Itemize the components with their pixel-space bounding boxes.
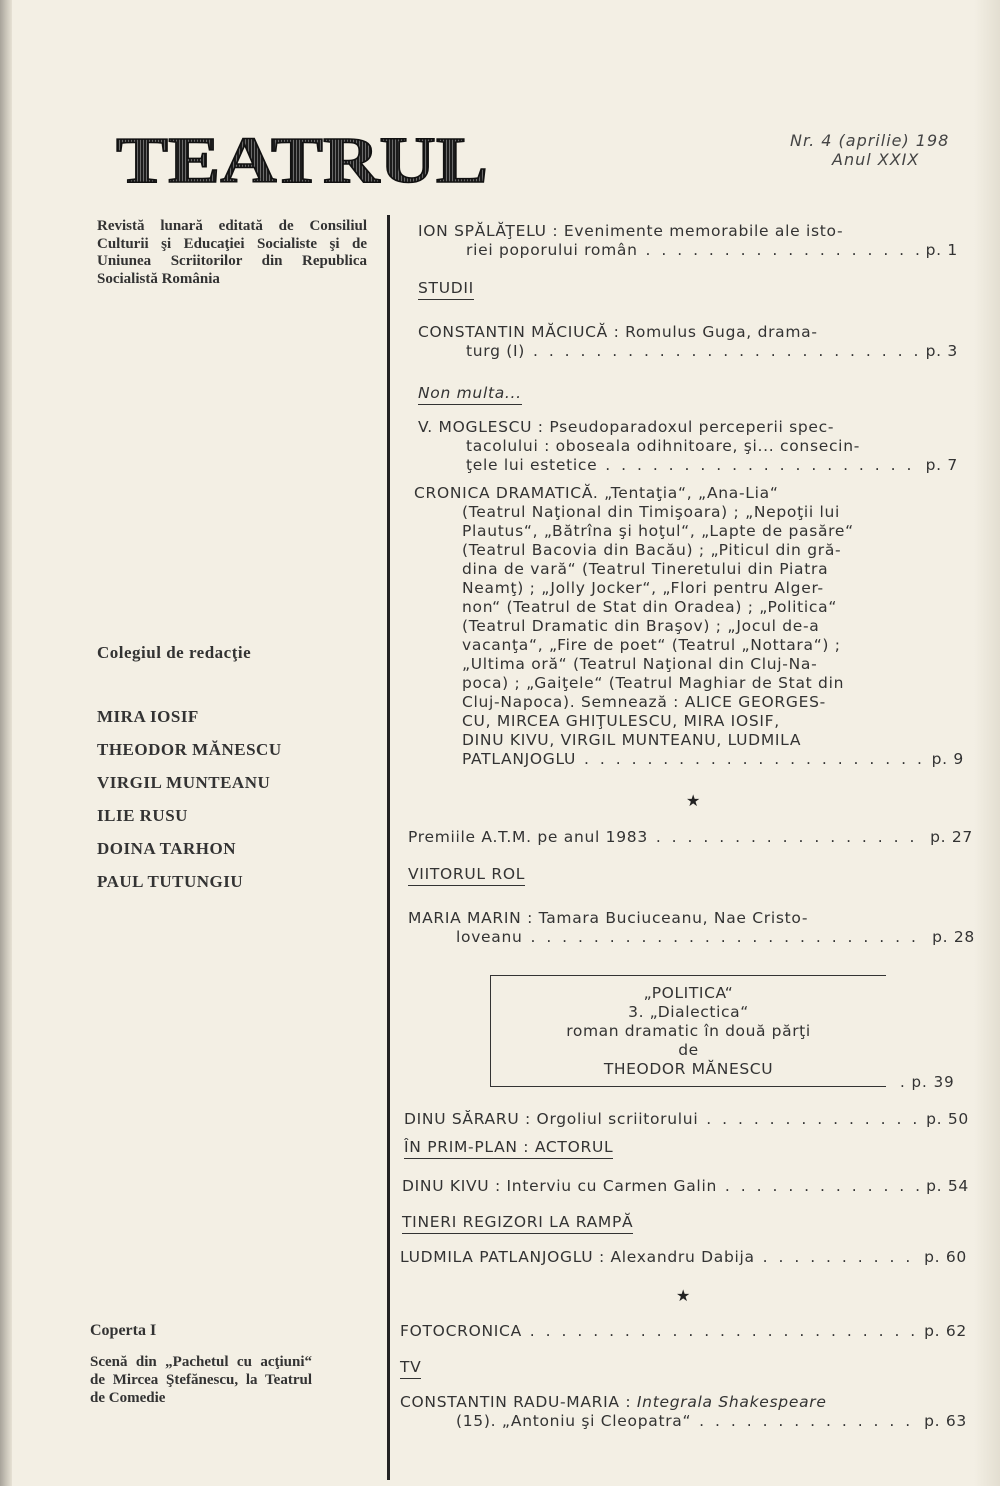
featured-play-part: 3. „Dialectica“ [628,1003,749,1021]
featured-play-title: „POLITICA“ [643,984,734,1002]
toc-entry-text: CRONICA DRAMATICĂ. „Tentaţia“, „Ana-Lia“ [414,484,779,502]
toc-page-number: p. 7 [925,456,958,474]
page-binding-edge [0,0,12,1486]
column-divider [387,215,390,1480]
editorial-board-list [97,700,367,898]
toc-page-number: p. 63 [924,1412,967,1430]
toc-entry-text: DINU KIVU, VIRGIL MUNTEANU, LUDMILA [462,731,802,749]
editorial-board-title: Colegiul de redacţie [97,643,252,662]
board-member: DOINA TARHON [97,839,237,858]
toc-entry-text: Premiile A.T.M. pe anul 1983 . . . [408,828,924,847]
publisher-description: Revistă lunară editată de Consiliul Culturii şi Educaţiei Socialiste şi de Uniunea Scriitorilor din Republica Socialistă România [97,218,367,287]
toc-page-number: . p. 39 [900,1073,955,1091]
toc-entry [402,1177,969,1196]
toc-entry-text: ţele lui estetice . . . [466,456,920,475]
toc-entry-text: vacanţa“, „Fire de poet“ (Teatrul „Nottara“) ; [462,636,841,654]
svg-text:TEATRUL: TEATRUL [116,130,488,190]
toc-page-number: p. 3 [925,342,958,360]
toc-section-heading: ÎN PRIM-PLAN : ACTORUL [404,1138,613,1159]
toc-entry-text: FOTOCRONICA . . . [400,1322,918,1341]
toc-entry [400,1393,967,1431]
toc-page-number: p. 60 [924,1248,967,1266]
featured-play-description: roman dramatic în două părţi [566,1022,811,1040]
issue-number: Nr. 4 (aprilie) 198 [790,131,950,150]
toc-entry-text: Plautus“, „Bătrîna şi hoţul“, „Lapte de pasăre“ [462,522,854,540]
toc-entry-text: „Ultima oră“ (Teatrul Naţional din Cluj-Na- [462,655,818,673]
toc-entry-text: turg (I) . . . [466,342,920,361]
board-member: ILIE RUSU [97,806,188,825]
toc-section-heading: TINERI REGIZORI LA RAMPĂ [402,1213,633,1234]
toc-page-number: p. 54 [926,1177,969,1195]
toc-entry [414,484,964,769]
toc-entry-text: CU, MIRCEA GHIŢULESCU, MIRA IOSIF, [462,712,780,730]
toc-section-heading: Non multa... [418,384,522,405]
toc-entry [418,222,958,260]
toc-entry-text: PATLANJOGLU . . . [462,750,926,769]
toc-page-number: p. 62 [924,1322,967,1340]
toc-page-number: p. 50 [926,1110,969,1128]
toc-page-number: p. 28 [932,928,975,946]
toc-entry-text: non“ (Teatrul de Stat din Oradea) ; „Politica“ [462,598,838,616]
toc-page-number: p. 1 [925,241,958,259]
toc-entry-text: DINU KIVU : Interviu cu Carmen Galin . . . [402,1177,920,1196]
toc-page-number: p. 27 [930,828,973,846]
toc-entry [418,323,958,361]
toc-entry-text: V. MOGLESCU : Pseudoparadoxul perceperii spec- [418,418,835,436]
teatrul-logo [116,130,496,190]
board-member: PAUL TUTUNGIU [97,872,244,891]
toc-entry-author: CONSTANTIN RADU-MARIA : [400,1393,637,1411]
toc-entry-text: CONSTANTIN MĂCIUCĂ : Romulus Guga, drama- [418,323,818,341]
issue-info [790,131,949,169]
toc-entry-text: loveanu . . . [456,928,926,947]
toc-entry [400,1248,967,1267]
board-member: VIRGIL MUNTEANU [97,773,271,792]
toc-entry-text: (15). „Antoniu şi Cleopatra“ . . . [456,1412,918,1431]
featured-play-by: de [678,1041,699,1059]
toc-section-heading: TV [400,1358,421,1379]
toc-section-heading: VIITORUL ROL [408,865,525,886]
toc-entry-text: (Teatrul Dramatic din Braşov) ; „Jocul de-a [462,617,820,635]
toc-entry-text: Cluj-Napoca). Semnează : ALICE GEORGES- [462,693,826,711]
toc-entry [400,1322,967,1341]
toc-entry-text: tacolului : oboseala odihnitoare, şi... consecin- [466,437,861,455]
toc-page-number: p. 9 [931,750,964,768]
cover-caption-text: Scenă din „Pachetul cu acţiuni“ de Mircea Ştefănescu, la Teatrul de Comedie [90,1354,312,1406]
toc-entry-text: dina de vară“ (Teatrul Tineretului din Piatra [462,560,829,578]
page-right-edge [974,0,1000,1486]
issue-volume: Anul XXIX [832,150,920,169]
toc-entry-text: DINU SĂRARU : Orgoliul scriitorului . . . [404,1110,920,1129]
toc-entry-text: LUDMILA PATLANJOGLU : Alexandru Dabija . . . [400,1248,918,1267]
toc-entry [418,418,958,475]
toc-section-heading: STUDII [418,279,474,300]
toc-entry [408,828,973,847]
toc-entry-text: Neamţ) ; „Jolly Jocker“, „Flori pentru Alger- [462,579,824,597]
toc-entry [408,909,975,947]
featured-play-box [490,975,886,1087]
featured-play-author: THEODOR MĂNESCU [603,1060,774,1078]
star-separator-icon: ★ [676,1286,691,1305]
cover-caption-title: Coperta I [90,1322,157,1339]
toc-entry-text: riei poporului român . . . [466,241,920,260]
toc-entry-text: (Teatrul Bacovia din Bacău) ; „Piticul din gră- [462,541,842,559]
toc-entry-text: ION SPĂLĂŢELU : Evenimente memorabile ale isto- [418,222,844,240]
toc-entry-title: Integrala Shakespeare [636,1393,827,1411]
toc-entry [404,1110,969,1129]
toc-entry-text: (Teatrul Naţional din Timişoara) ; „Nepoţii lui [462,503,841,521]
board-member: THEODOR MĂNESCU [97,740,282,759]
star-separator-icon: ★ [686,791,701,810]
board-member: MIRA IOSIF [97,707,199,726]
toc-entry-text: MARIA MARIN : Tamara Buciuceanu, Nae Cristo- [408,909,809,927]
toc-entry-text: poca) ; „Gaiţele“ (Teatrul Maghiar de Stat din [462,674,845,692]
